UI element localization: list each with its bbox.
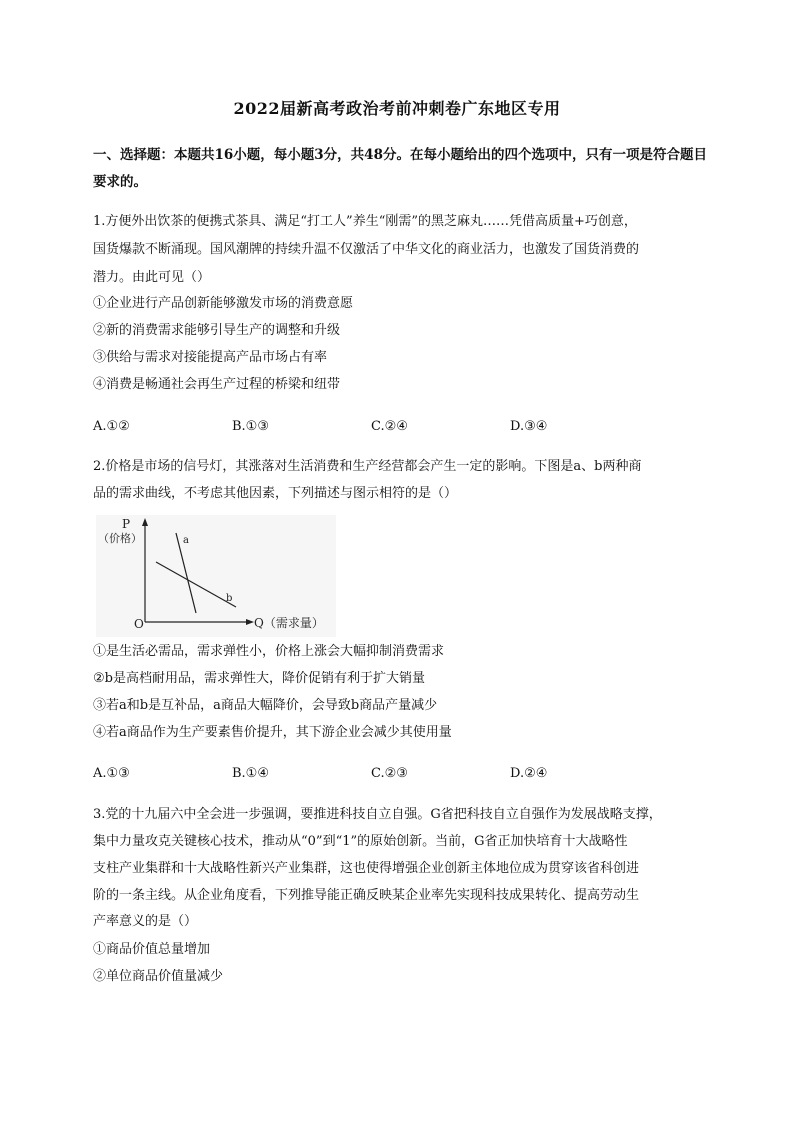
q2-statement-2: ②b是高档耐用品，需求弹性大，降价促销有利于扩大销量	[93, 671, 425, 686]
q1-stem-line-2: 国货爆款不断涌现。国风潮牌的持续升温不仅激活了中华文化的商业活力，也激发了国货消费的	[93, 242, 640, 257]
q3-stem-line-1: 3.党的十九届六中全会进一步强调，要推进科技自立自强。G省把科技自立自强作为发展战略支撑，	[93, 807, 662, 822]
section-heading: 一、选择题：本题共16小题，每小题3分，共48分。在每小题给出的四个选项中，只有一项是符合题目要求的。	[93, 147, 707, 190]
q2-option-a: A.①③	[93, 766, 130, 781]
y-axis-sub-label: （价格）	[98, 532, 142, 545]
q1-statement-4: ④消费是畅通社会再生产过程的桥梁和纽带	[93, 377, 341, 392]
q3-statement-2: ②单位商品价值量减少	[93, 969, 224, 984]
demand-curve-figure	[96, 515, 336, 637]
q1-option-a: A.①②	[93, 419, 130, 434]
q1-option-b: B.①③	[232, 419, 269, 434]
y-axis-label: P	[122, 517, 131, 531]
curve-a-label: a	[183, 535, 189, 546]
q3-stem-line-2: 集中力量攻克关键核心技术，推动从“0”到“1”的原始创新。当前，G省正加快培育十大战略性	[93, 834, 628, 849]
q1-statement-3: ③供给与需求对接能提高产品市场占有率	[93, 350, 328, 365]
curve-b-label: b	[226, 593, 233, 604]
q3-stem-line-5: 产率意义的是（）	[93, 914, 198, 929]
q1-stem-line-1: 1.方便外出饮茶的便携式茶具、满足“打工人”养生“刚需”的黑芝麻丸……凭借高质量+巧创意，	[93, 214, 637, 229]
q3-stem-line-4: 阶的一条主线。从企业角度看，下列推导能正确反映某企业率先实现科技成果转化、提高劳动生	[93, 888, 640, 903]
q1-statement-1: ①企业进行产品创新能够激发市场的消费意愿	[93, 296, 354, 311]
q3-statement-1: ①商品价值总量增加	[93, 942, 211, 957]
q1-stem-line-3: 潜力。由此可见（）	[93, 270, 211, 285]
q3-stem-line-3: 支柱产业集群和十大战略性新兴产业集群，这也使得增强企业创新主体地位成为贯穿该省科创进	[93, 861, 640, 876]
x-axis-label: Q（需求量）	[254, 616, 324, 630]
q2-stem-line-2: 品的需求曲线，不考虑其他因素，下列描述与图示相符的是（）	[93, 486, 458, 501]
q2-statement-1: ①是生活必需品，需求弹性小，价格上涨会大幅抑制消费需求	[93, 644, 445, 659]
q2-statement-4: ④若a商品作为生产要素售价提升，其下游企业会减少其使用量	[93, 725, 452, 740]
q2-option-d: D.②④	[510, 766, 548, 781]
origin-label: O	[134, 617, 144, 631]
q1-statement-2: ②新的消费需求能够引导生产的调整和升级	[93, 323, 341, 338]
page-title: 2022届新高考政治考前冲刺卷广东地区专用	[233, 99, 561, 118]
q1-option-d: D.③④	[510, 419, 548, 434]
q2-option-b: B.①④	[232, 766, 269, 781]
q2-stem-line-1: 2.价格是市场的信号灯，其涨落对生活消费和生产经营都会产生一定的影响。下图是a、b两种商	[93, 459, 642, 474]
q2-statement-3: ③若a和b是互补品，a商品大幅降价，会导致b商品产量减少	[93, 698, 438, 713]
q2-option-c: C.②③	[371, 766, 408, 781]
q1-option-c: C.②④	[371, 419, 408, 434]
